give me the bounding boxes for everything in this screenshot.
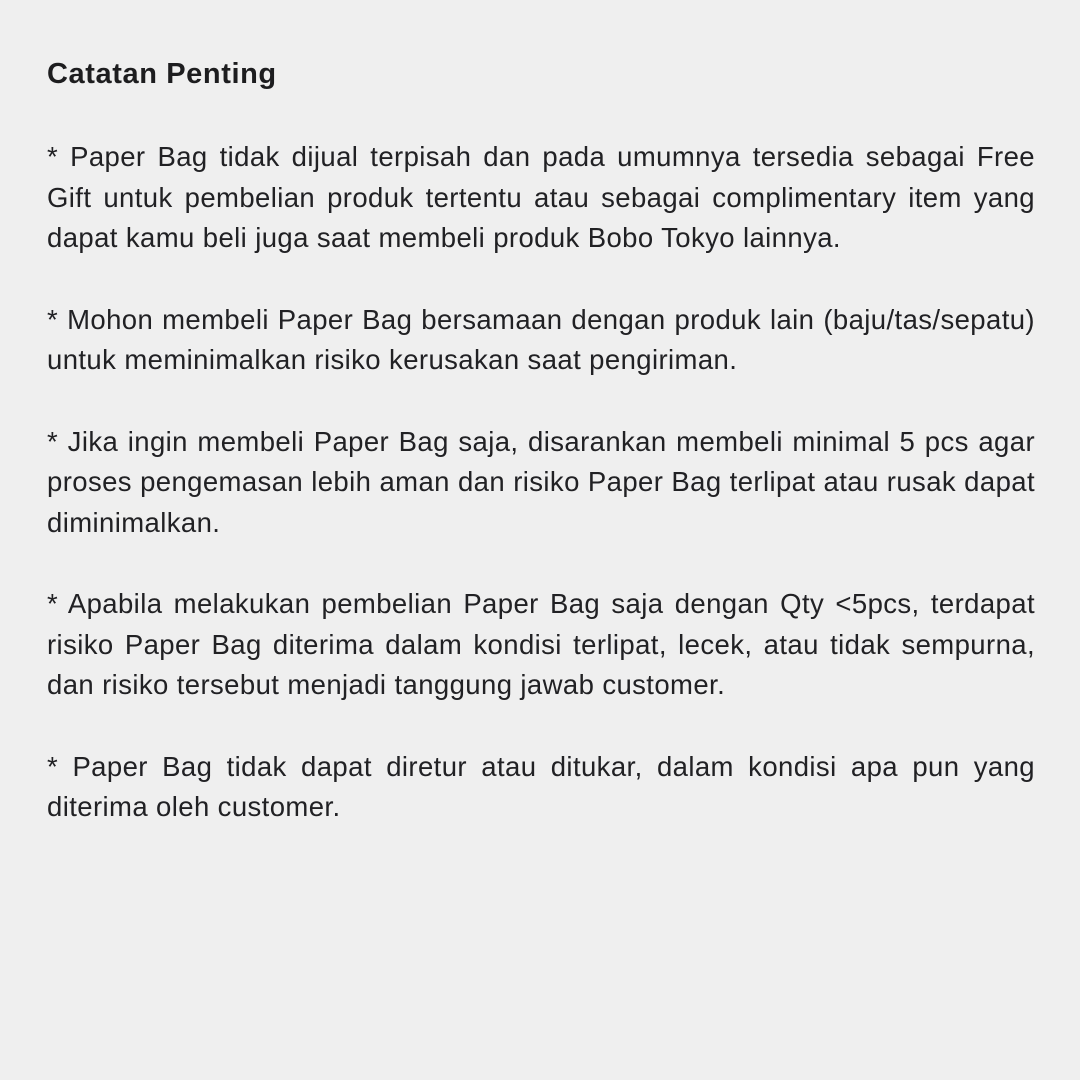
note-paragraph-minimum-5pcs: * Jika ingin membeli Paper Bag saja, disarankan membeli minimal 5 pcs agar proses pengemasan lebih aman dan risiko Paper Bag terlipat atau rusak dapat diminimalkan. bbox=[47, 425, 1035, 538]
note-paragraph-paper-bag-free-gift: * Paper Bag tidak dijual terpisah dan pada umumnya tersedia sebagai Free Gift untuk pembelian produk tertentu atau sebagai complimentary item yang dapat kamu beli juga saat membeli produk Bobo Tokyo lainnya. bbox=[47, 141, 1035, 253]
page-title: Catatan Penting bbox=[47, 58, 277, 90]
note-paragraph-buy-with-other-products: * Mohon membeli Paper Bag bersamaan dengan produk lain (baju/tas/sepatu) untuk meminimalkan risiko kerusakan saat pengiriman. bbox=[47, 303, 1035, 375]
note-paragraph-no-return-exchange: * Paper Bag tidak dapat diretur atau ditukar, dalam kondisi apa pun yang diterima oleh customer. bbox=[47, 750, 1035, 822]
note-paragraph-risk-under-5pcs: * Apabila melakukan pembelian Paper Bag saja dengan Qty <5pcs, terdapat risiko Paper Bag diterima dalam kondisi terlipat, lecek, atau tidak sempurna, dan risiko tersebut menjadi tanggung jawab customer. bbox=[47, 588, 1035, 700]
